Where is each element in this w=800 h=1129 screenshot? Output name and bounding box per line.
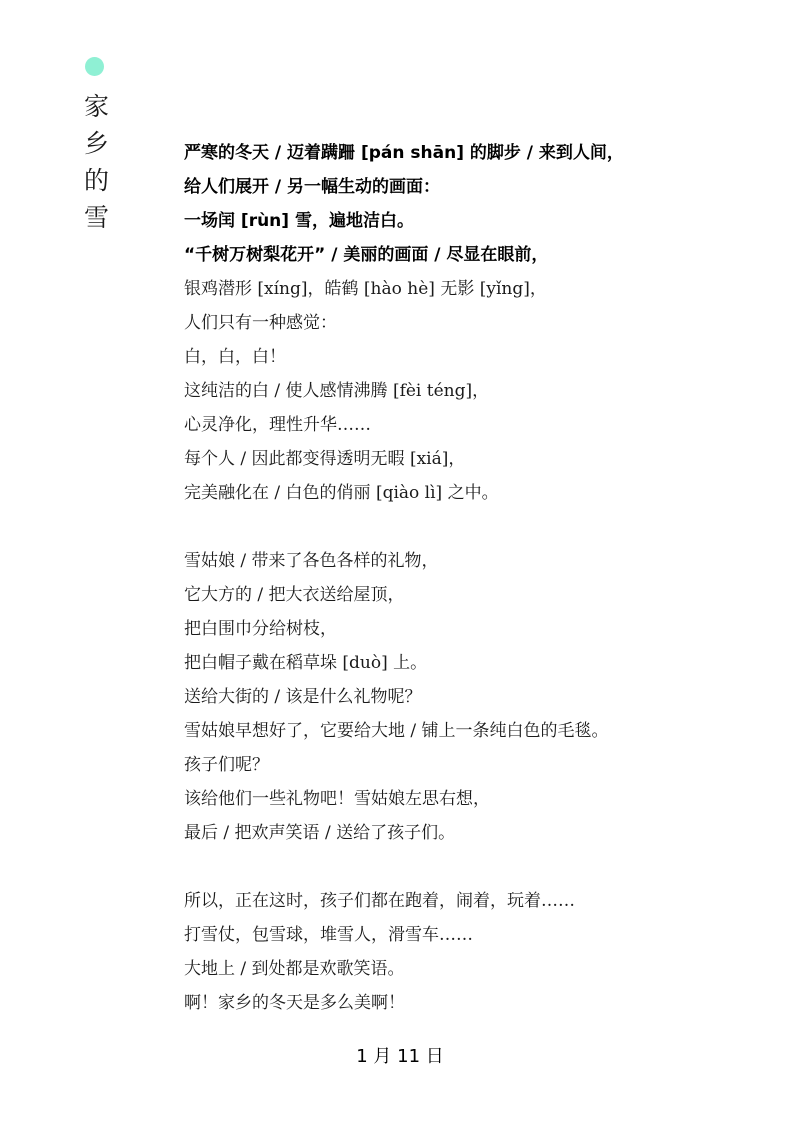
- poem-line: 打雪仗，包雪球，堆雪人，滑雪车……: [184, 925, 473, 945]
- stanza-break: [184, 510, 774, 544]
- poem-line: 白，白，白！: [184, 347, 286, 367]
- poem-line: 送给大街的 / 该是什么礼物呢？: [184, 687, 422, 707]
- poem-line: 严寒的冬天 / 迈着蹒跚 [pán shān] 的脚步 / 来到人间，: [184, 143, 624, 163]
- poem-line: 完美融化在 / 白色的俏丽 [qiào lì] 之中。: [184, 483, 499, 503]
- poem-line: 每个人 / 因此都变得透明无暇 [xiá]，: [184, 449, 466, 469]
- accent-dot: [85, 57, 104, 76]
- poem-line: 银鸡潜形 [xíng]，皓鹤 [hào hè] 无影 [yǐng]，: [184, 279, 547, 299]
- poem-line: 啊！家乡的冬天是多么美啊！: [184, 993, 405, 1013]
- poem-line: 把白帽子戴在稻草垛 [duò] 上。: [184, 653, 428, 673]
- date-footer: 1 月 11 日: [356, 1046, 444, 1067]
- poem-line: 最后 / 把欢声笑语 / 送给了孩子们。: [184, 823, 456, 843]
- poem-line: 一场闰 [rùn] 雪，遍地洁白。: [184, 211, 414, 231]
- title-char: 雪: [84, 203, 110, 232]
- title-char: 家: [84, 92, 110, 121]
- poem-line: 孩子们呢？: [184, 755, 269, 775]
- poem-line: 大地上 / 到处都是欢歌笑语。: [184, 959, 405, 979]
- stanza-break: [184, 850, 774, 884]
- poem-line: 雪姑娘 / 带来了各色各样的礼物，: [184, 551, 439, 571]
- poem-line: 给人们展开 / 另一幅生动的画面：: [184, 177, 441, 197]
- poem-body: [184, 136, 774, 1020]
- poem-line: 它大方的 / 把大衣送给屋顶，: [184, 585, 405, 605]
- poem-line: 所以，正在这时，孩子们都在跑着，闹着，玩着……: [184, 891, 575, 911]
- poem-line: “千树万树梨花开” / 美丽的画面 / 尽显在眼前，: [184, 245, 549, 265]
- poem-line: 把白围巾分给树枝，: [184, 619, 337, 639]
- poem-line: 心灵净化，理性升华……: [184, 415, 371, 435]
- poem-line: 这纯洁的白 / 使人感情沸腾 [fèi téng]，: [184, 381, 490, 401]
- poem-line: 该给他们一些礼物吧！雪姑娘左思右想，: [184, 789, 490, 809]
- poem-line: 雪姑娘早想好了，它要给大地 / 铺上一条纯白色的毛毯。: [184, 721, 609, 741]
- poem-line: 人们只有一种感觉：: [184, 313, 337, 333]
- title-char: 乡: [84, 129, 110, 158]
- title-char: 的: [84, 166, 110, 195]
- vertical-title: [84, 88, 112, 236]
